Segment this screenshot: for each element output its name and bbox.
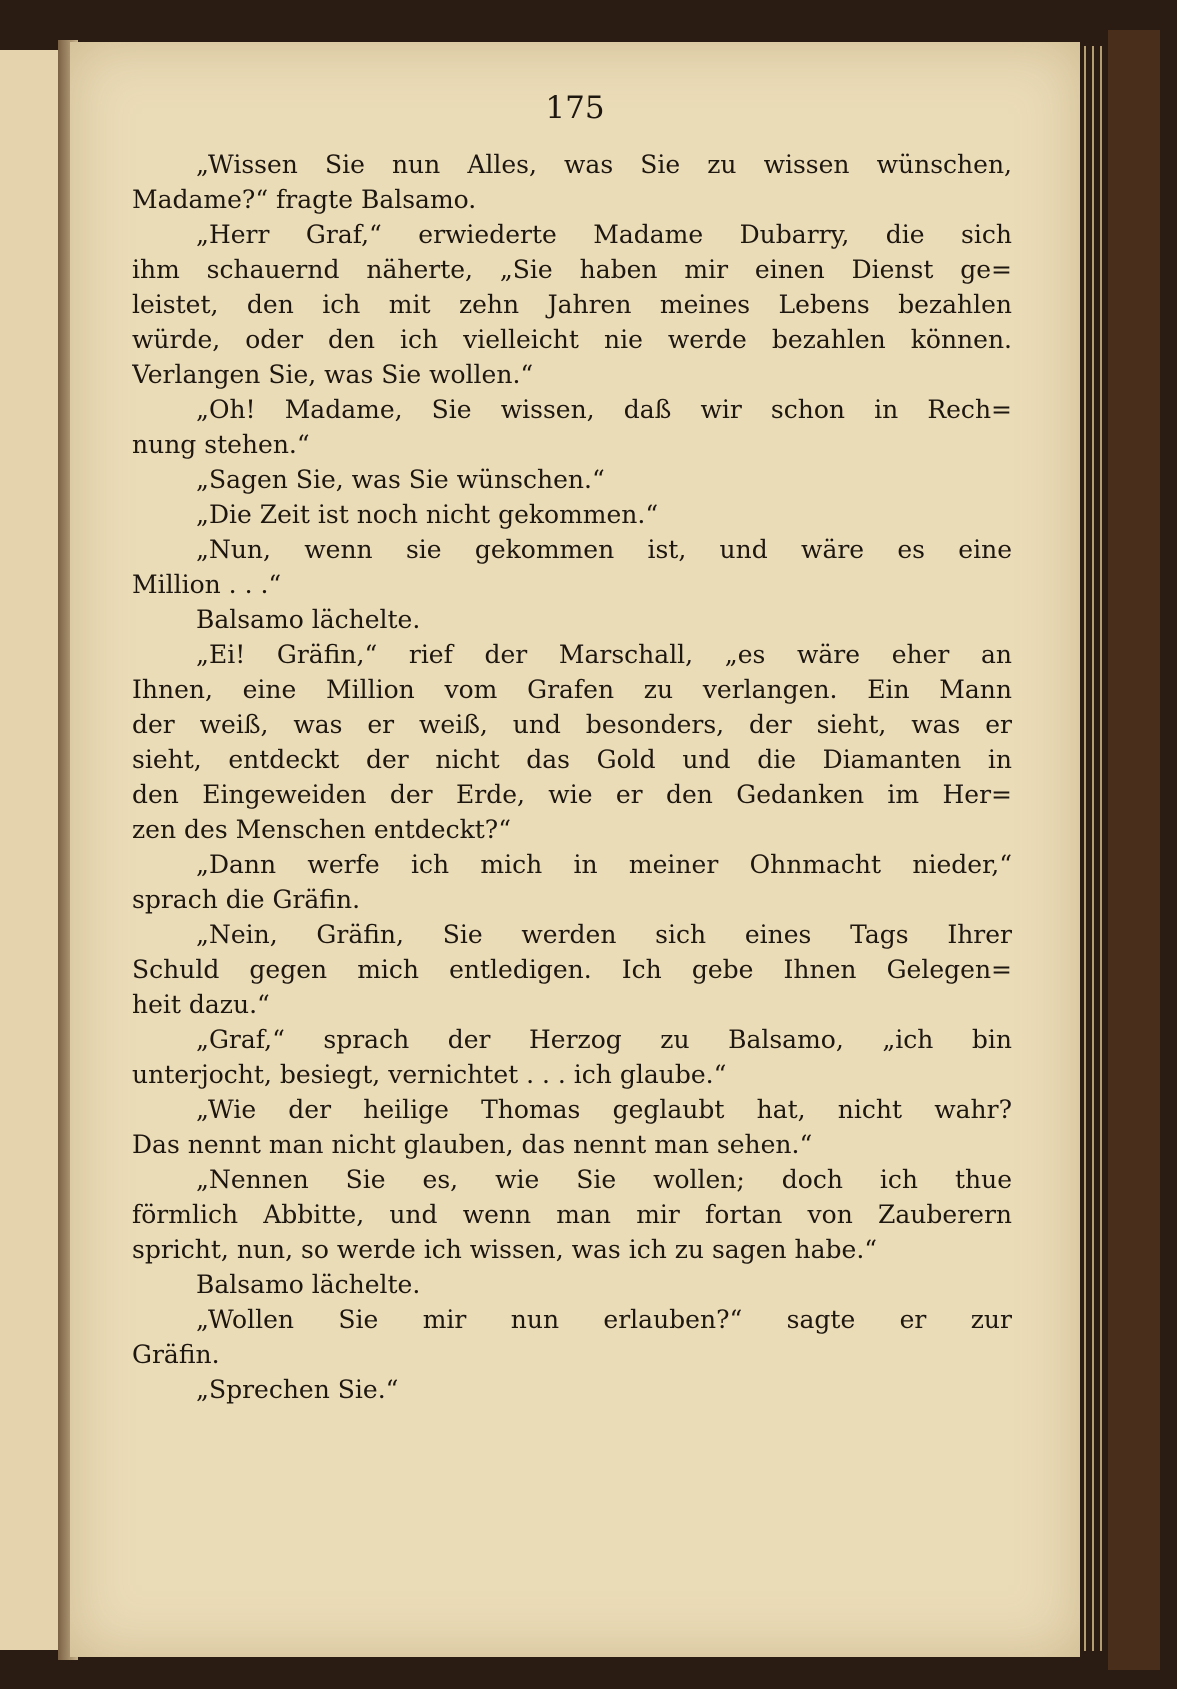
text-line: sieht, entdeckt der nicht das Gold und die Diamanten in	[132, 745, 1012, 774]
page-edge	[1084, 46, 1086, 1651]
text-line: nung stehen.“	[132, 430, 310, 459]
text-line: heit dazu.“	[132, 990, 270, 1019]
page-text	[132, 147, 1012, 1407]
text-line: ihm schauernd näherte, „Sie haben mir einen Dienst ge=	[132, 255, 1012, 284]
text-line: Madame?“ fragte Balsamo.	[132, 185, 477, 214]
text-line: „Sagen Sie, was Sie wünschen.“	[196, 465, 605, 494]
text-line: „Graf,“ sprach der Herzog zu Balsamo, „ich bin	[196, 1025, 1012, 1054]
text-line: sprach die Gräfin.	[132, 885, 361, 914]
text-line: leistet, den ich mit zehn Jahren meines Lebens bezahlen	[132, 290, 1012, 319]
text-line: „Wissen Sie nun Alles, was Sie zu wissen wünschen,	[196, 150, 1012, 179]
page-number: 175	[545, 90, 605, 126]
text-line: „Ei! Gräfin,“ rief der Marschall, „es wäre eher an	[196, 640, 1012, 669]
text-line: „Wie der heilige Thomas geglaubt hat, nicht wahr?	[196, 1095, 1012, 1124]
text-line: spricht, nun, so werde ich wissen, was ich zu sagen habe.“	[132, 1235, 878, 1264]
text-line: „Nun, wenn sie gekommen ist, und wäre es eine	[196, 535, 1012, 564]
page-edge	[1100, 46, 1102, 1651]
text-line: unterjocht, besiegt, vernichtet . . . ich glaube.“	[132, 1060, 727, 1089]
text-line: der weiß, was er weiß, und besonders, der sieht, was er	[132, 710, 1012, 739]
text-line: Balsamo lächelte.	[196, 1270, 421, 1299]
text-line: „Die Zeit ist noch nicht gekommen.“	[196, 500, 659, 529]
text-line: würde, oder den ich vielleicht nie werde bezahlen können.	[132, 325, 1012, 354]
book-page	[70, 42, 1080, 1657]
text-line: Verlangen Sie, was Sie wollen.“	[132, 360, 534, 389]
page-edge	[1092, 46, 1094, 1651]
text-line: Balsamo lächelte.	[196, 605, 421, 634]
text-line: Das nennt man nicht glauben, das nennt man sehen.“	[132, 1130, 813, 1159]
text-line: „Wollen Sie mir nun erlauben?“ sagte er zur	[196, 1305, 1012, 1334]
left-page-edge	[0, 50, 65, 1650]
text-line: „Herr Graf,“ erwiederte Madame Dubarry, die sich	[196, 220, 1012, 249]
text-line: förmlich Abbitte, und wenn man mir fortan von Zauberern	[132, 1200, 1012, 1229]
text-line: Ihnen, eine Million vom Grafen zu verlangen. Ein Mann	[132, 675, 1012, 704]
text-line: Gräfin.	[132, 1340, 220, 1369]
text-line: „Nennen Sie es, wie Sie wollen; doch ich thue	[196, 1165, 1012, 1194]
book-cover-edge	[1108, 30, 1160, 1670]
text-line: zen des Menschen entdeckt?“	[132, 815, 511, 844]
text-line: „Oh! Madame, Sie wissen, daß wir schon in Rech=	[196, 395, 1012, 424]
text-line: Million . . .“	[132, 570, 282, 599]
text-line: „Nein, Gräfin, Sie werden sich eines Tags Ihrer	[196, 920, 1012, 949]
text-line: „Sprechen Sie.“	[196, 1375, 399, 1404]
text-line: Schuld gegen mich entledigen. Ich gebe Ihnen Gelegen=	[132, 955, 1012, 984]
text-line: „Dann werfe ich mich in meiner Ohnmacht nieder,“	[196, 850, 1012, 879]
text-line: den Eingeweiden der Erde, wie er den Gedanken im Her=	[132, 780, 1012, 809]
